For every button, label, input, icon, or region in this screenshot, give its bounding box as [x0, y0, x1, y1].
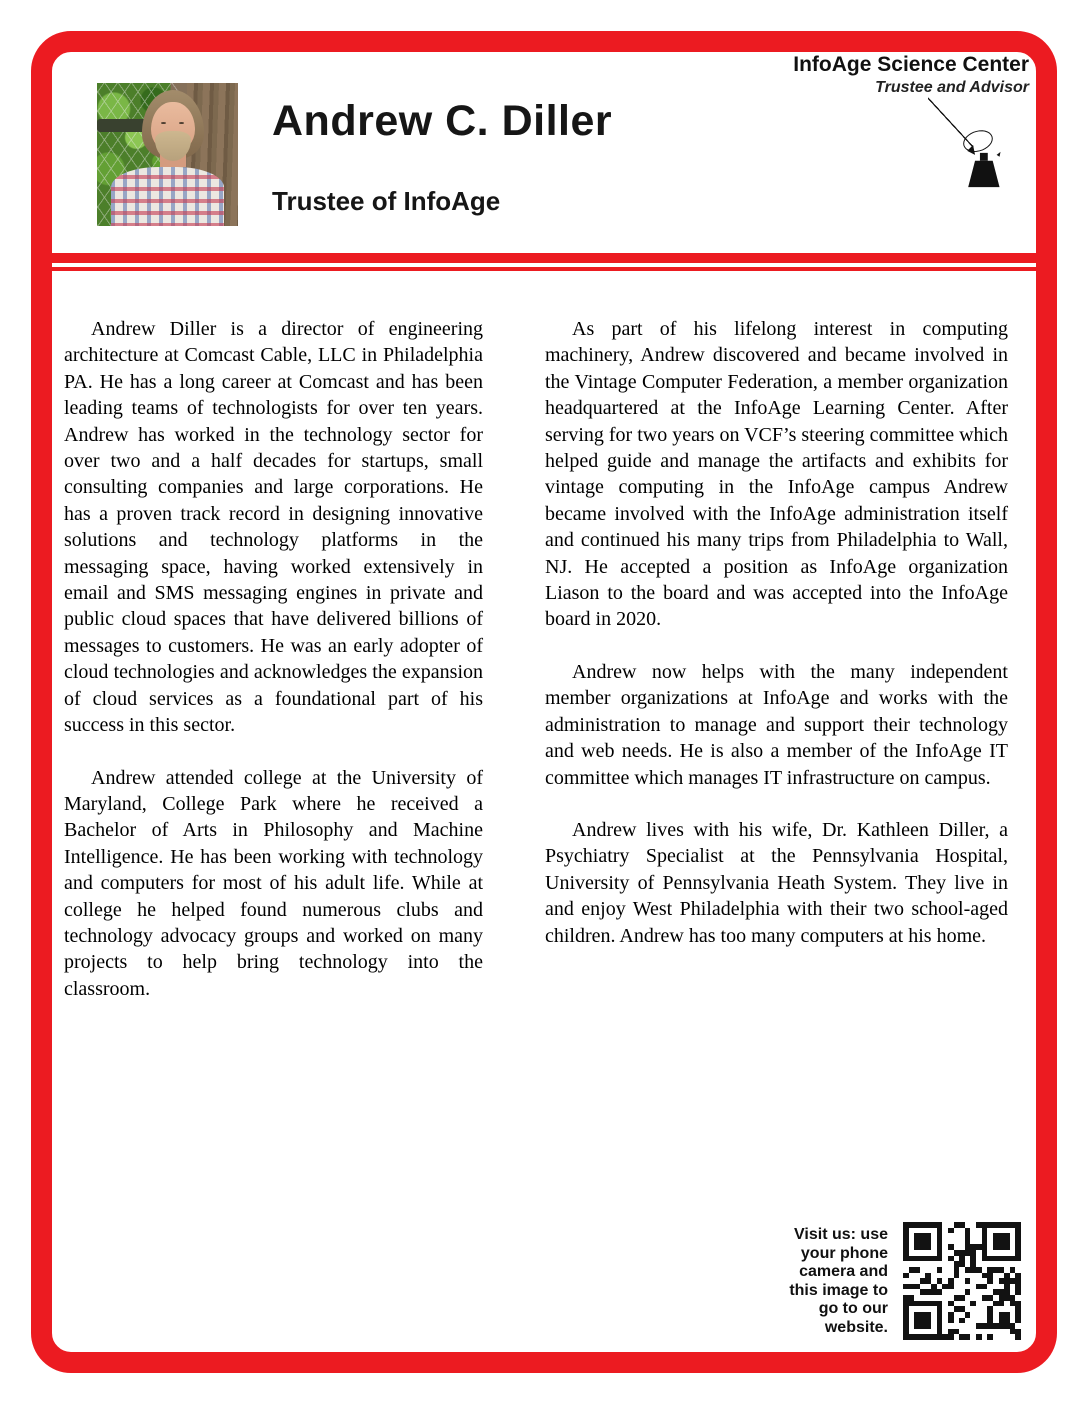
- bio-paragraph: Andrew lives with his wife, Dr. Kathleen Diller, a Psychiatry Specialist at the Pennsylvania Hospital, University of Pennsylvania Heath System. They live in and enjoy West Philadelphia with their two school-aged children. Andrew has too many computers at his home.: [545, 818, 1008, 947]
- right-column: [545, 316, 1008, 1028]
- bio-paragraph: Andrew Diller is a director of engineering architecture at Comcast Cable, LLC in Philadelphia PA. He has a long career at Comcast and has been leading teams of technologists for over ten years. Andrew has worked in the technology sector for over two and a half decades for startups, small consulting companies and large corporations. He has a proven track record in designing innovative solutions and technology platforms in the messaging space, having worked extensively in email and SMS messaging engines in private and public cloud spaces that have delivered billions of messages to customers. He was an early adopter of cloud technologies and acknowledges the expansion of cloud services as a foundational part of his success in this sector.: [64, 318, 483, 737]
- portrait-photo: [97, 83, 238, 226]
- divider-thin-rule: [51, 267, 1037, 271]
- qr-caption: Visit us: use your phone camera and this image to go to our website.: [789, 1226, 888, 1336]
- plaid-shirt: [111, 167, 224, 226]
- qr-code: [903, 1222, 1021, 1340]
- radio-telescope-dish-icon: [928, 97, 1026, 197]
- org-tagline: Trustee and Advisor: [875, 79, 1029, 96]
- divider-thick-rule: [51, 253, 1037, 263]
- org-block: [793, 53, 1029, 97]
- bio-article: [64, 316, 1008, 1028]
- org-name: InfoAge Science Center: [793, 53, 1029, 76]
- page-title: Andrew C. Diller: [272, 97, 613, 145]
- left-column: [64, 316, 483, 1028]
- bio-paragraph: Andrew attended college at the University of Maryland, College Park where he received a Bachelor of Arts in Philosophy and Machine Intelligence. He has been working with technology and computers for most of his adult life. While at college he helped found numerous clubs and technology advocacy groups and worked on many projects to help bring technology into the classroom.: [64, 766, 483, 1000]
- bio-paragraph: Andrew now helps with the many independent member organizations at InfoAge and works with the administration to manage and support their technology and web needs. He is also a member of the InfoAge IT committee which manages IT infrastructure on campus.: [545, 660, 1008, 789]
- page-subtitle: Trustee of InfoAge: [272, 186, 501, 216]
- bio-paragraph: As part of his lifelong interest in computing machinery, Andrew discovered and became involved in the Vintage Computer Federation, a member organization headquartered at the InfoAge Learning Center. After serving for two years on VCF’s steering committee which helped guide and manage the artifacts and exhibits for vintage computing in the InfoAge campus Andrew became involved with the InfoAge administration itself and continued his many trips from Philadelphia to Wall, NJ. He accepted a position as InfoAge organization Liason to the board and was accepted into the InfoAge board in 2020.: [545, 318, 1008, 631]
